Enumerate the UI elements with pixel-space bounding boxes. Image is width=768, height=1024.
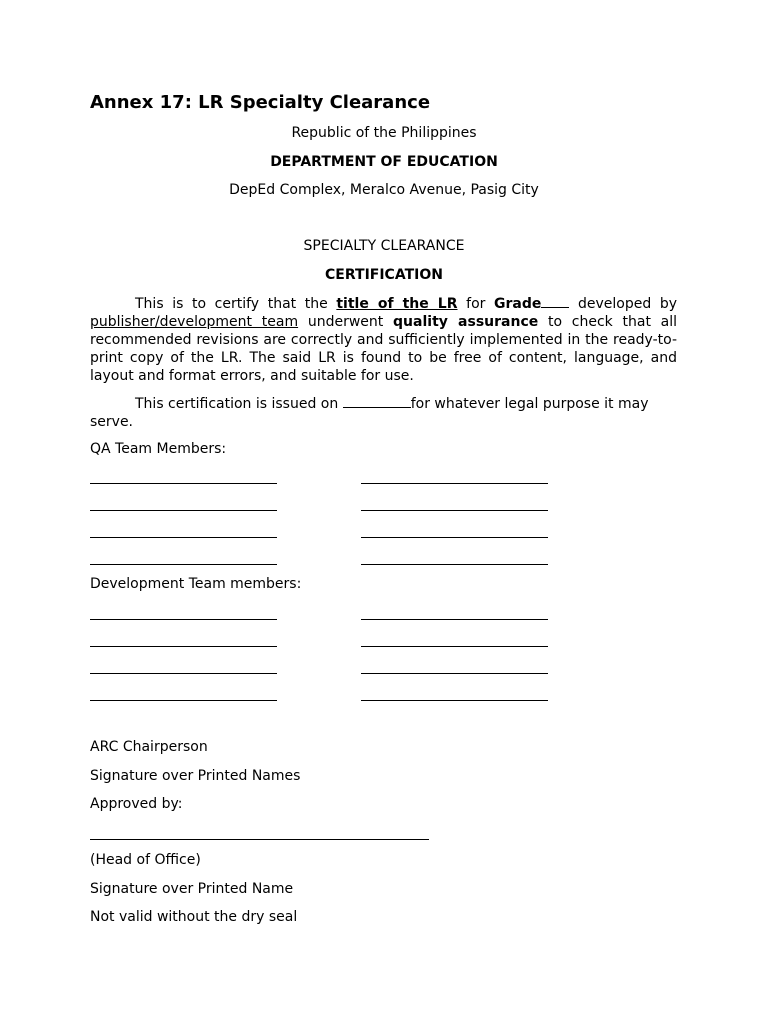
title-of-lr: title of the LR	[336, 296, 458, 312]
para1-text-5: to check that all recommended revisions are correctly and sufficiently implemented in the ready-to-print copy of the LR. The said LR is found to be free of content, language, and layout and format errors, and suitable for use.	[90, 314, 678, 384]
department-line: DEPARTMENT OF EDUCATION	[270, 154, 498, 170]
certification-paragraph	[90, 294, 677, 385]
republic-line: Republic of the Philippines	[291, 125, 477, 141]
dev-signature-line	[361, 673, 548, 674]
dev-team-label: Development Team members:	[90, 576, 302, 592]
dev-signature-line	[361, 700, 548, 701]
qa-signature-line	[90, 510, 277, 511]
dry-seal-note: Not valid without the dry seal	[90, 909, 298, 925]
para1-text-4: underwent	[307, 314, 384, 330]
qa-signature-line	[90, 537, 277, 538]
approved-by: Approved by:	[90, 796, 183, 812]
qa-signature-line	[361, 483, 548, 484]
dev-signature-line	[90, 619, 277, 620]
para1-text-1: This is to certify that the	[135, 296, 328, 312]
para1-text-3: developed by	[578, 296, 678, 312]
quality-assurance: quality assurance	[393, 314, 539, 330]
certification-heading: CERTIFICATION	[325, 267, 443, 283]
qa-signature-line	[361, 510, 548, 511]
qa-signature-line	[361, 564, 548, 565]
head-of-office: (Head of Office)	[90, 852, 201, 868]
approver-signature-line	[90, 839, 429, 840]
qa-signature-line	[90, 483, 277, 484]
dev-signature-line	[90, 646, 277, 647]
address-line: DepEd Complex, Meralco Avenue, Pasig City	[229, 182, 539, 198]
qa-signature-line	[90, 564, 277, 565]
clearance-heading: SPECIALTY CLEARANCE	[303, 238, 465, 254]
signature-over-printed-name: Signature over Printed Name	[90, 881, 294, 897]
qa-signature-line	[361, 537, 548, 538]
issued-paragraph	[90, 394, 677, 431]
dev-signature-line	[361, 619, 548, 620]
signature-over-printed-names: Signature over Printed Names	[90, 768, 301, 784]
dev-signature-line	[90, 700, 277, 701]
para1-text-2: for	[466, 296, 486, 312]
para2-text-2: for whatever legal purpose it may serve.	[90, 396, 649, 430]
grade-label: Grade	[494, 296, 542, 312]
qa-team-label: QA Team Members:	[90, 441, 227, 457]
dev-signature-line	[361, 646, 548, 647]
para2-text-1: This certification is issued on	[135, 396, 339, 412]
annex-title: Annex 17: LR Specialty Clearance	[90, 92, 431, 113]
dev-signature-line	[90, 673, 277, 674]
arc-chairperson: ARC Chairperson	[90, 739, 208, 755]
date-blank	[343, 394, 411, 408]
grade-blank	[541, 294, 569, 308]
publisher-team: publisher/development team	[90, 314, 299, 330]
